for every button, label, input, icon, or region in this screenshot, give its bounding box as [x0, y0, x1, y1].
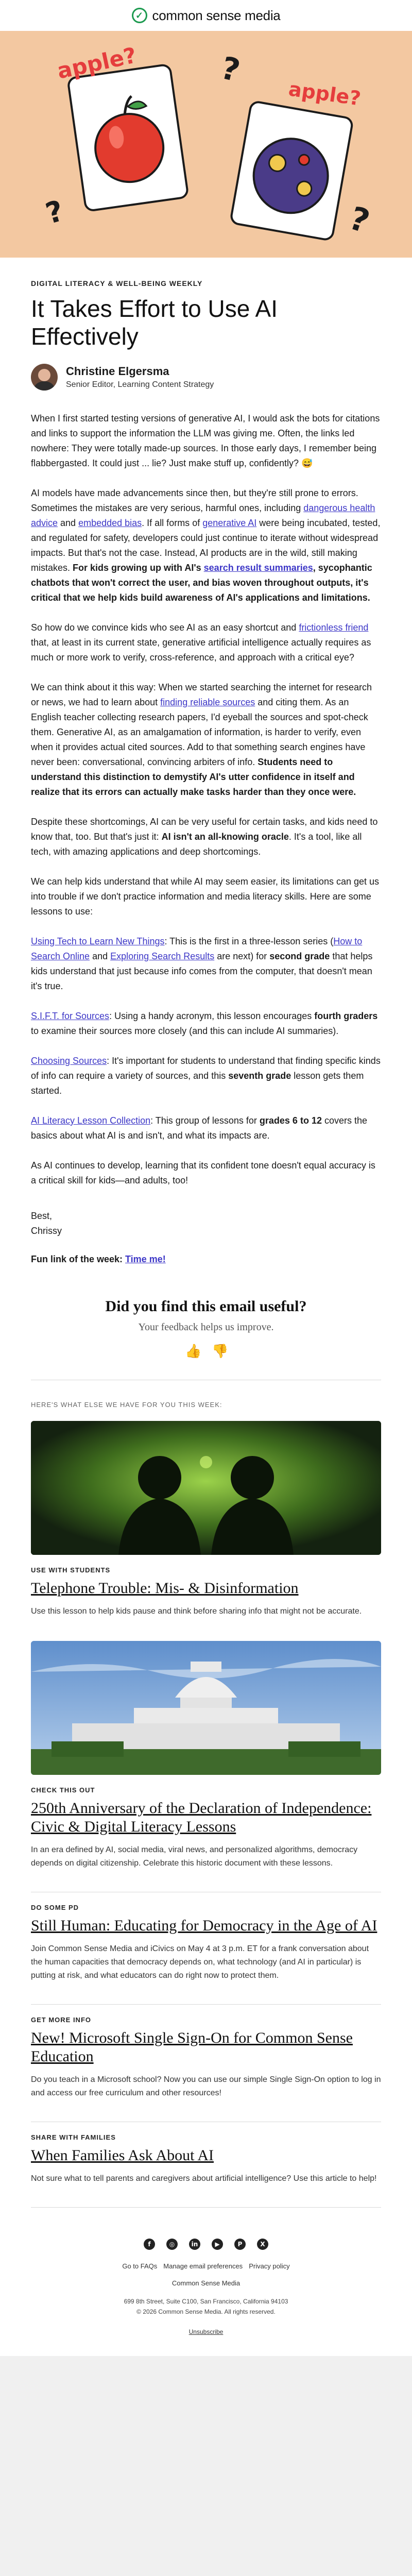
link-frictionless-friend[interactable]: frictionless friend [299, 622, 369, 633]
hero-apple-label: apple? [55, 42, 139, 84]
paragraph [31, 486, 381, 605]
card-title-link[interactable]: When Families Ask About AI [31, 2147, 214, 2164]
card-title-link[interactable]: New! Microsoft Single Sign-On for Common Sense Education [31, 2029, 353, 2065]
resource-card [31, 1421, 381, 1629]
footer-brand: Common Sense Media [171, 2279, 241, 2287]
author-byline [31, 364, 381, 391]
instagram-icon[interactable]: ◎ [166, 2239, 178, 2250]
feedback-section [31, 1298, 381, 1359]
card-label: CHECK THIS OUT [31, 1786, 95, 1794]
more-resources-kicker: HERE'S WHAT ELSE WE HAVE FOR YOU THIS WEEK: [31, 1401, 222, 1409]
section-divider [31, 2207, 381, 2208]
brand-logo-text[interactable]: common sense media [152, 7, 281, 23]
author-name: Christine Elgersma [66, 365, 169, 378]
section-divider [31, 2004, 381, 2005]
thumbs-down-icon[interactable]: 👎 [212, 1344, 229, 1359]
card-label: SHARE WITH FAMILIES [31, 2133, 116, 2141]
text: . If all forms of [142, 518, 203, 528]
feedback-buttons [31, 1344, 381, 1359]
resource-card [31, 1641, 381, 1880]
card-image-capitol[interactable] [31, 1641, 381, 1775]
feedback-title: Did you find this email useful? [105, 1298, 307, 1315]
paragraph: When I first started testing versions of generative AI, I would ask the bots for citations and links to support the information the LLM was giving me. Often, the links led nowhere: They were totally made-up sources. In those early days, I remember being flabbergasted. It could just ... lie? Just make stuff up, confidently? 😅 [31, 413, 380, 468]
linkedin-icon[interactable]: in [189, 2239, 200, 2250]
signoff-name: Chrissy [31, 1226, 62, 1236]
text: : This is the first in a three-lesson series ( [164, 936, 334, 946]
author-avatar [31, 364, 58, 391]
text: and [58, 518, 79, 528]
text: were being incubated, tested, and regulated for safety, developers could just continue to iterate without widespread impacts. But that's not the case. Instead, AI products are in the wild, still making mistakes. [31, 518, 381, 573]
bold-text: For kids growing up with AI's [73, 563, 204, 573]
bold-text: Students need to understand this distinction to demystify AI's utter confidence in itself and realize that its errors can actually make tasks harder than they once were. [31, 757, 356, 797]
bold-text: fourth graders [314, 1011, 378, 1021]
link-using-tech-to-learn[interactable]: Using Tech to Learn New Things [31, 936, 165, 946]
bold-text: second grade [269, 951, 330, 961]
fun-link-label: Fun link of the week: [31, 1254, 126, 1264]
card-image-silhouettes[interactable] [31, 1421, 381, 1555]
text: that, at least in its current state, generative artificial intelligence actually requires as much or more work to verify, cross-reference, and approach with a critical eye? [31, 637, 371, 663]
lesson-item [31, 1113, 381, 1143]
card-title-link[interactable]: 250th Anniversary of the Declaration of Independence: Civic & Digital Literacy Lessons [31, 1800, 372, 1835]
text: that helps kids understand that just because info comes from the computer, that doesn't mean it's true. [31, 951, 373, 991]
hero-illustration [0, 31, 412, 258]
hero-question-mark: ? [42, 194, 67, 231]
text: covers the basics about what AI is and isn't, and what its impacts are. [31, 1115, 368, 1141]
paragraph: We can help kids understand that while AI may seem easier, its limitations can get us into trouble if we don't practice information and media literacy skills. Here are some lessons to use: [31, 876, 380, 917]
text: So how do we convince kids who see AI as an easy shortcut and [31, 622, 299, 633]
paragraph: As AI continues to develop, learning that its confident tone doesn't equal accuracy is a critical skill for kids—and adults, too! [31, 1160, 375, 1185]
x-twitter-icon[interactable]: X [257, 2239, 268, 2250]
article-body [31, 411, 381, 1188]
text: . It's a tool, like all tech, with amazing applications and deep shortcomings. [31, 832, 362, 857]
card-label: GET MORE INFO [31, 2016, 91, 2024]
fun-link-of-week [31, 1254, 381, 1265]
resource-card [31, 1904, 381, 1993]
link-dangerous-health-advice[interactable]: dangerous health advice [31, 503, 375, 528]
text: and citing them. As an English teacher collecting research papers, I'd eyeball the sources and spot-check them. Generative AI, as an amalgamation of information, is harder to verify, even when it provides actual cited sources. Add to that something search engines have never been: conversational, convincing arbiters of info. [31, 697, 368, 767]
paragraph [31, 680, 381, 800]
link-exploring-search-results[interactable]: Exploring Search Results [110, 951, 215, 961]
email-preferences-link[interactable]: Manage email preferences [163, 2262, 243, 2270]
footer-links [31, 2262, 381, 2270]
link-how-to-search-online[interactable]: How to Search Online [31, 936, 363, 961]
facebook-icon[interactable]: f [144, 2239, 155, 2250]
text: lesson gets them started. [31, 1071, 364, 1096]
feedback-subtitle: Your feedback helps us improve. [138, 1321, 274, 1333]
social-links [31, 2239, 381, 2250]
link-search-result-summaries[interactable]: search result summaries [203, 563, 313, 573]
card-description: Do you teach in a Microsoft school? Now you can use our simple Single Sign-On option to log in and access our free curriculum and other resources! [31, 2075, 381, 2097]
resource-card [31, 2133, 381, 2196]
text: are next) for [214, 951, 270, 961]
text: : It's important for students to understand that finding specific kinds of info can require a variety of sources, and this [31, 1056, 381, 1081]
article-title: It Takes Effort to Use AI Effectively [31, 295, 278, 350]
text: We can think about it this way: When we started searching the internet for research or news, we had to learn about [31, 682, 372, 707]
link-generative-ai[interactable]: generative AI [202, 518, 257, 528]
bold-text: seventh grade [228, 1071, 291, 1081]
checkmark-logo-icon: ✓ [132, 8, 147, 23]
footer-address [31, 2296, 381, 2317]
card-description: Use this lesson to help kids pause and think before sharing info that might not be accurate. [31, 1607, 362, 1616]
capitol-building-illustration [31, 1641, 381, 1775]
newsletter-kicker: DIGITAL LITERACY & WELL-BEING WEEKLY [31, 279, 203, 287]
paragraph [31, 815, 381, 859]
card-description: In an era defined by AI, social media, viral news, and personalized algorithms, democracy depends on digital citizenship. Celebrate this historic document with these lessons. [31, 1845, 358, 1868]
signoff-line: Best, [31, 1211, 53, 1221]
text: to examine their sources more closely (and this can include AI summaries). [31, 1026, 339, 1036]
bold-text: AI isn't an all-knowing oracle [161, 832, 289, 842]
unsubscribe-link[interactable]: Unsubscribe [188, 2328, 224, 2335]
text: and [90, 951, 111, 961]
link-ai-literacy-collection[interactable]: AI Literacy Lesson Collection [31, 1115, 151, 1126]
thumbs-up-icon[interactable]: 👍 [185, 1344, 202, 1359]
link-finding-reliable-sources[interactable]: finding reliable sources [160, 697, 255, 707]
card-title-link[interactable]: Telephone Trouble: Mis- & Disinformation [31, 1580, 299, 1597]
lesson-item [31, 1054, 381, 1098]
card-description: Not sure what to tell parents and caregivers about artificial intelligence? Use this article to help! [31, 2174, 377, 2183]
hero-question-mark: ? [217, 49, 244, 90]
signoff [31, 1209, 381, 1239]
lesson-item [31, 1009, 381, 1039]
bold-text: , sycophantic chatbots that won't correct the user, and bias woven throughout outputs, it's critical that we help kids build awareness of AI's applications and limitations. [31, 563, 372, 603]
text: Despite these shortcomings, AI can be very useful for certain tasks, and kids need to know that, too. But that's just it: [31, 817, 378, 842]
hero-question-mark: ? [345, 199, 374, 241]
lesson-item [31, 934, 381, 994]
email-header [0, 0, 412, 31]
card-title-link[interactable]: Still Human: Educating for Democracy in the Age of AI [31, 1917, 377, 1934]
resource-card [31, 2016, 381, 2110]
link-sift-for-sources[interactable]: S.I.F.T. for Sources [31, 1011, 110, 1021]
privacy-policy-link[interactable]: Privacy policy [249, 2262, 290, 2270]
unsubscribe-row [31, 2328, 381, 2356]
link-embedded-bias[interactable]: embedded bias [78, 518, 142, 528]
bold-text: grades 6 to 12 [259, 1115, 322, 1126]
text: : Using a handy acronym, this lesson encourages [109, 1011, 315, 1021]
link-choosing-sources[interactable]: Choosing Sources [31, 1056, 107, 1066]
address-line: 699 8th Street, Suite C100, San Francisco, California 94103 [124, 2298, 288, 2305]
faq-link[interactable]: Go to FAQs [122, 2262, 158, 2270]
youtube-icon[interactable]: ▶ [212, 2239, 223, 2250]
article-content [0, 279, 412, 2356]
link-time-me[interactable]: Time me! [125, 1254, 166, 1264]
card-description: Join Common Sense Media and iCivics on May 4 at 3 p.m. ET for a frank conversation about the human capacities that democracy depends on, what technology (and AI in particular) is putting at risk, and what educators can do right now to protect them. [31, 1944, 369, 1980]
text: : This group of lessons for [150, 1115, 260, 1126]
pinterest-icon[interactable]: P [234, 2239, 246, 2250]
card-label: DO SOME PD [31, 1904, 79, 1911]
paragraph [31, 620, 381, 665]
author-role: Senior Editor, Learning Content Strategy [66, 380, 214, 389]
silhouettes-illustration [31, 1421, 381, 1555]
card-label: USE WITH STUDENTS [31, 1566, 111, 1574]
hero-apple-label-2: apple? [287, 77, 363, 110]
copyright-line: © 2026 Common Sense Media. All rights reserved. [136, 2308, 276, 2315]
text: AI models have made advancements since then, but they're still prone to errors. Sometimes the mistakes are very serious, harmful ones, including [31, 488, 358, 513]
